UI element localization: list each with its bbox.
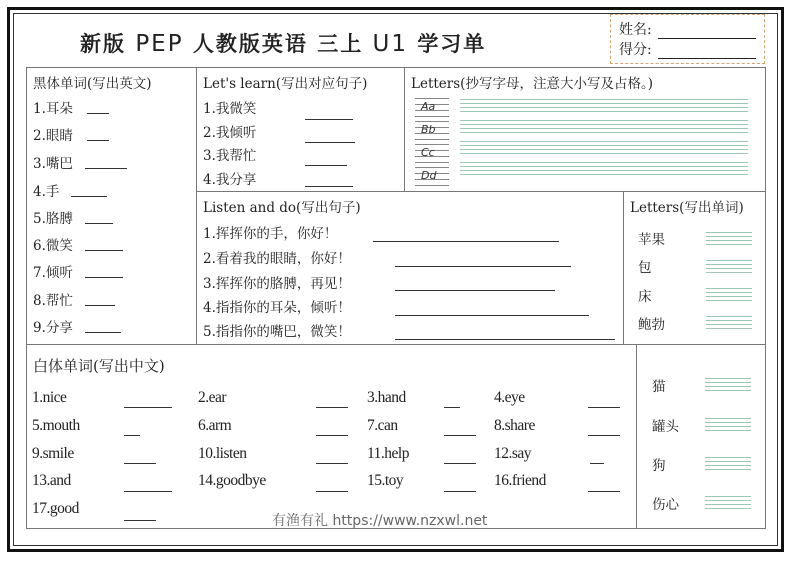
word-item: 17.good <box>32 500 79 517</box>
answer-blank[interactable] <box>444 462 476 464</box>
list-item <box>652 454 666 474</box>
answer-blank[interactable] <box>395 338 615 340</box>
answer-blank[interactable] <box>316 406 348 408</box>
name-score-box <box>610 14 765 64</box>
word-item: 10.listen <box>198 445 247 462</box>
listen-do-section <box>196 191 624 345</box>
answer-blank[interactable] <box>444 490 476 492</box>
answer-blank[interactable] <box>305 185 353 187</box>
answer-blank[interactable] <box>124 490 172 492</box>
answer-blank[interactable] <box>85 222 113 224</box>
item-label: 狗 <box>652 458 666 474</box>
writing-lines[interactable] <box>705 418 751 434</box>
list-item <box>203 222 337 242</box>
word-item: 16.friend <box>494 472 546 489</box>
item-label: 包 <box>638 260 652 276</box>
answer-blank[interactable] <box>71 195 107 197</box>
section-header: Let's learn(写出对应句子) <box>203 76 368 92</box>
section-header: Listen and do(写出句子) <box>203 200 361 216</box>
answer-blank[interactable] <box>588 490 620 492</box>
letters-words-section <box>623 191 766 345</box>
item-label: 4.手 <box>33 184 60 200</box>
letter-guide <box>415 98 449 118</box>
writing-lines[interactable] <box>705 496 751 512</box>
answer-blank[interactable] <box>305 164 347 166</box>
answer-blank[interactable] <box>373 240 559 242</box>
writing-lines[interactable] <box>460 99 748 178</box>
word-item: 4.eye <box>494 389 525 406</box>
list-item <box>203 296 351 316</box>
list-item <box>33 152 127 172</box>
answer-blank[interactable] <box>588 434 620 436</box>
list-item <box>203 97 256 117</box>
list-item <box>652 415 679 435</box>
word-item: 14.goodbye <box>198 472 266 489</box>
answer-blank[interactable] <box>444 434 476 436</box>
white-words-section <box>26 344 637 529</box>
item-label: 猫 <box>652 379 666 395</box>
name-field[interactable] <box>658 26 756 39</box>
answer-blank[interactable] <box>85 331 121 333</box>
list-item <box>638 313 665 333</box>
answer-blank[interactable] <box>316 462 348 464</box>
watermark: 有渔有礼 https://www.nzxwl.net <box>272 513 488 529</box>
title-text: 学习单 <box>417 31 487 56</box>
item-label: 1.挥挥你的手，你好！ <box>203 226 338 242</box>
item-label: 1.我微笑 <box>203 101 257 117</box>
section-header: Letters(抄写字母，注意大小写及占格。) <box>411 76 653 92</box>
answer-blank[interactable] <box>590 462 604 464</box>
answer-blank[interactable] <box>87 139 109 141</box>
answer-blank[interactable] <box>85 167 127 169</box>
list-item <box>33 97 109 117</box>
list-item <box>33 234 123 254</box>
writing-lines[interactable] <box>706 288 752 304</box>
word-item: 11.help <box>367 445 409 462</box>
word-item: 13.and <box>32 472 71 489</box>
list-item <box>203 144 256 164</box>
item-label: 9.分享 <box>33 320 73 336</box>
list-item <box>203 320 351 340</box>
item-label: 罐头 <box>652 419 679 435</box>
answer-blank[interactable] <box>124 434 140 436</box>
black-words-section <box>26 67 197 345</box>
item-label: 2.看着我的眼睛，你好！ <box>203 251 351 267</box>
answer-blank[interactable] <box>444 406 460 408</box>
writing-lines[interactable] <box>706 232 752 248</box>
answer-blank[interactable] <box>85 276 123 278</box>
item-label: 6.微笑 <box>33 238 73 254</box>
list-item <box>33 289 115 309</box>
answer-blank[interactable] <box>395 265 571 267</box>
letter-guide <box>415 121 449 141</box>
item-label: 3.我帮忙 <box>203 148 257 164</box>
score-field[interactable] <box>658 46 756 59</box>
word-item: 5.mouth <box>32 417 80 434</box>
page-title <box>80 28 486 58</box>
answer-blank[interactable] <box>588 406 620 408</box>
letter-sample: Cc <box>421 146 435 159</box>
word-item: 3.hand <box>367 389 406 406</box>
item-label: 2.眼睛 <box>33 128 73 144</box>
writing-lines[interactable] <box>705 378 751 394</box>
score-label: 得分: <box>619 42 652 58</box>
item-label: 8.帮忙 <box>33 293 73 309</box>
letter-sample: Dd <box>421 169 437 182</box>
item-label: 苹果 <box>638 232 665 248</box>
list-item <box>203 168 256 188</box>
title-text: PEP <box>135 31 184 57</box>
item-label: 2.我倾听 <box>203 125 257 141</box>
list-item <box>203 247 351 267</box>
letters-copy-section <box>404 67 766 192</box>
answer-blank[interactable] <box>395 314 589 316</box>
section-header: 黑体单词(写出英文) <box>33 76 152 92</box>
answer-blank[interactable] <box>87 112 109 114</box>
letter-sample: Aa <box>421 100 436 113</box>
answer-blank[interactable] <box>395 289 555 291</box>
writing-lines[interactable] <box>706 260 752 276</box>
item-label: 4.指指你的耳朵，倾听！ <box>203 300 351 316</box>
word-item: 12.say <box>494 445 532 462</box>
list-item <box>652 375 666 395</box>
answer-blank[interactable] <box>124 519 156 521</box>
list-item <box>33 207 113 227</box>
list-item <box>33 124 109 144</box>
writing-lines[interactable] <box>706 316 752 332</box>
extra-words-section <box>636 344 766 529</box>
word-item: 7.can <box>367 417 398 434</box>
item-label: 1.耳朵 <box>33 101 73 117</box>
list-item <box>638 285 652 305</box>
letter-sample: Bb <box>421 123 436 136</box>
title-text: 新版 <box>80 31 126 56</box>
letter-guide <box>415 167 449 187</box>
item-label: 4.我分享 <box>203 172 257 188</box>
item-label: 伤心 <box>652 497 679 513</box>
item-label: 7.倾听 <box>33 265 73 281</box>
list-item <box>638 256 652 276</box>
letter-guide <box>415 144 449 164</box>
answer-blank[interactable] <box>305 141 355 143</box>
name-label: 姓名: <box>619 22 652 38</box>
section-header: Letters(写出单词) <box>630 200 744 216</box>
list-item <box>33 180 107 200</box>
word-item: 15.toy <box>367 472 404 489</box>
word-item: 2.ear <box>198 389 227 406</box>
list-item <box>203 121 256 141</box>
word-item: 9.smile <box>32 445 74 462</box>
list-item <box>638 228 665 248</box>
section-header: 白体单词(写出中文) <box>33 357 165 375</box>
list-item <box>33 261 123 281</box>
item-label: 鲍勃 <box>638 317 665 333</box>
answer-blank[interactable] <box>316 434 348 436</box>
word-item: 6.arm <box>198 417 232 434</box>
word-item: 8.share <box>494 417 535 434</box>
answer-blank[interactable] <box>305 118 353 120</box>
item-label: 床 <box>638 289 652 305</box>
title-text: U1 <box>372 31 408 57</box>
title-text: 人教版英语 三上 <box>192 31 364 56</box>
list-item <box>203 272 351 292</box>
list-item <box>652 493 679 513</box>
writing-lines[interactable] <box>705 457 751 473</box>
item-label: 5.胳膊 <box>33 211 73 227</box>
item-label: 3.嘴巴 <box>33 156 73 172</box>
answer-blank[interactable] <box>124 462 156 464</box>
answer-blank[interactable] <box>124 406 172 408</box>
lets-learn-section <box>196 67 405 192</box>
item-label: 3.挥挥你的胳膊，再见！ <box>203 276 351 292</box>
answer-blank[interactable] <box>85 249 123 251</box>
answer-blank[interactable] <box>85 304 115 306</box>
item-label: 5.指指你的嘴巴，微笑！ <box>203 324 351 340</box>
answer-blank[interactable] <box>316 490 348 492</box>
list-item <box>33 316 121 336</box>
word-item: 1.nice <box>32 389 67 406</box>
